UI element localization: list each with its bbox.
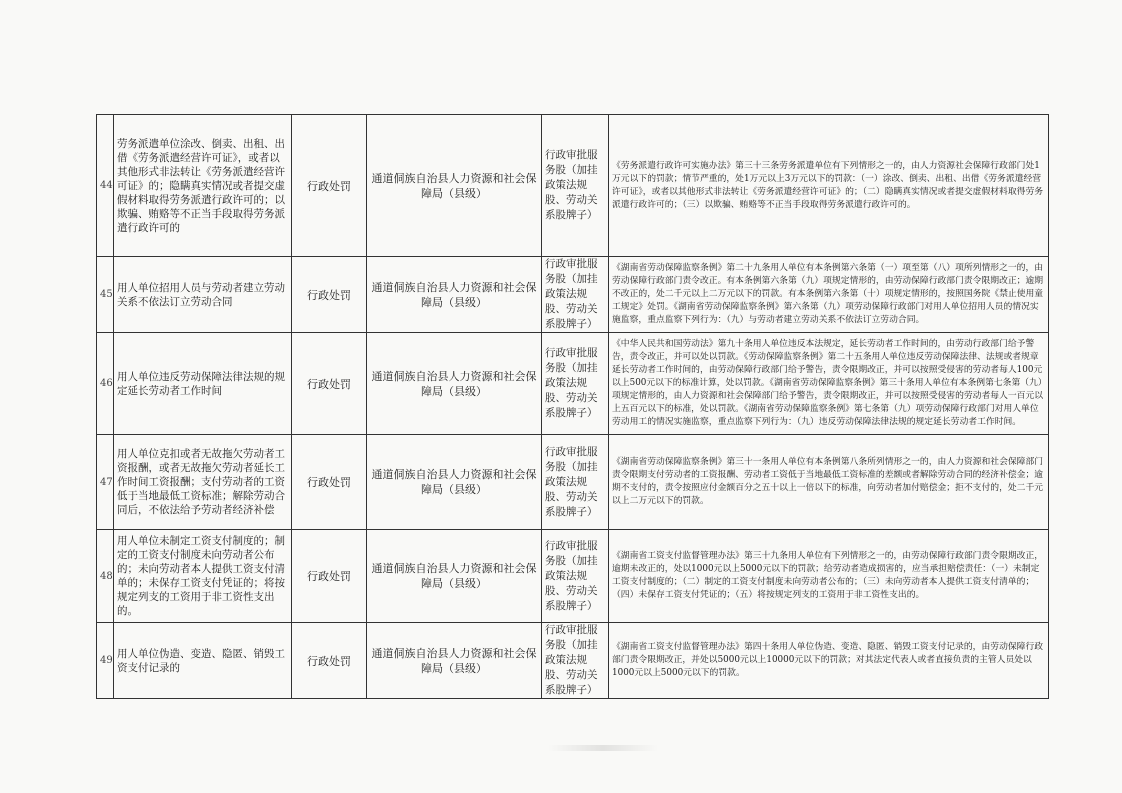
row-number: 49 [97, 623, 114, 699]
scan-artifact [548, 745, 658, 751]
responsible-office: 行政审批服务股（加挂政策法规股、劳动关系股牌子） [542, 115, 609, 257]
item-name: 用人单位克扣或者无故拖欠劳动者工资报酬，或者无故拖欠劳动者延长工作时间工资报酬；支付劳动者的工资低于当地最低工资标准；解除劳动合同后，不依法给予劳动者经济补偿 [114, 435, 292, 530]
responsible-office: 行政审批服务股（加挂政策法规股、劳动关系股牌子） [542, 257, 609, 333]
row-number: 46 [97, 333, 114, 435]
power-type: 行政处罚 [292, 435, 367, 530]
table-row [97, 530, 1049, 623]
item-name: 劳务派遣单位涂改、倒卖、出租、出借《劳务派遣经营许可证》，或者以其他形式非法转让《劳务派遣经营许可证》的；隐瞒真实情况或者提交虚假材料取得劳务派遣行政许可的；以欺骗、贿赂等不正当手段取得劳务派遣行政许可的 [114, 115, 292, 257]
implementing-agency: 通道侗族自治县人力资源和社会保障局（县级） [367, 435, 542, 530]
power-type: 行政处罚 [292, 530, 367, 623]
legal-basis: 《湖南省劳动保障监察条例》第二十九条用人单位有本条例第六条第（一）项至第（八）项所列情形之一的，由劳动保障行政部门责令改正。有本条例第六条第（九）项规定情形的，由劳动保障行政部门责令限期改正；逾期不改正的，处二千元以上二万元以下的罚款。有本条例第六条第（十）项规定情形的，按照国务院《禁止使用童工规定》处罚。《湖南省劳动保障监察条例》第六条第（九）项劳动保障行政部门对用人单位招用人员的情况实施监察，重点监察下列行为：（九）与劳动者建立劳动关系不依法订立劳动合同。 [609, 257, 1049, 333]
row-number: 45 [97, 257, 114, 333]
table-row [97, 115, 1049, 257]
responsible-office: 行政审批服务股（加挂政策法规股、劳动关系股牌子） [542, 623, 609, 699]
responsible-office: 行政审批服务股（加挂政策法规股、劳动关系股牌子） [542, 530, 609, 623]
legal-basis: 《湖南省工资支付监督管理办法》第四十条用人单位伪造、变造、隐匿、销毁工资支付记录的，由劳动保障行政部门责令限期改正，并处以5000元以上10000元以下的罚款；对其法定代表人或者直接负责的主管人员处以1000元以上5000元以下的罚款。 [609, 623, 1049, 699]
legal-basis: 《劳务派遣行政许可实施办法》第三十三条劳务派遣单位有下列情形之一的，由人力资源社会保障行政部门处1万元以下的罚款；情节严重的，处1万元以上3万元以下的罚款：（一）涂改、倒卖、出租、出借《劳务派遣经营许可证》，或者以其他形式非法转让《劳务派遣经营许可证》的；（二）隐瞒真实情况或者提交虚假材料取得劳务派遣行政许可的；（三）以欺骗、贿赂等不正当手段取得劳务派遣行政许可的。 [609, 115, 1049, 257]
item-name: 用人单位未制定工资支付制度的；制定的工资支付制度未向劳动者公布的；未向劳动者本人提供工资支付清单的；未保存工资支付凭证的；将按规定列支的工资用于非工资性支出的。 [114, 530, 292, 623]
table-row [97, 435, 1049, 530]
legal-basis: 《湖南省工资支付监督管理办法》第三十九条用人单位有下列情形之一的，由劳动保障行政部门责令限期改正，逾期未改正的，处以1000元以上5000元以下的罚款；给劳动者造成损害的，应当承担赔偿责任：（一）未制定工资支付制度的；（二）制定的工资支付制度未向劳动者公布的；（三）未向劳动者本人提供工资支付清单的；（四）未保存工资支付凭证的；（五）将按规定列支的工资用于非工资性支出的。 [609, 530, 1049, 623]
power-type: 行政处罚 [292, 115, 367, 257]
responsible-office: 行政审批服务股（加挂政策法规股、劳动关系股牌子） [542, 435, 609, 530]
item-name: 用人单位伪造、变造、隐匿、销毁工资支付记录的 [114, 623, 292, 699]
row-number: 48 [97, 530, 114, 623]
table-row [97, 333, 1049, 435]
row-number: 44 [97, 115, 114, 257]
row-number: 47 [97, 435, 114, 530]
item-name: 用人单位违反劳动保障法律法规的规定延长劳动者工作时间 [114, 333, 292, 435]
power-type: 行政处罚 [292, 333, 367, 435]
table-row [97, 257, 1049, 333]
power-list-table [96, 114, 1049, 699]
legal-basis: 《湖南省劳动保障监察条例》第三十一条用人单位有本条例第八条所列情形之一的，由人力资源和社会保障部门责令限期支付劳动者的工资报酬、劳动者工资低于当地最低工资标准的差额或者解除劳动合同的经济补偿金；逾期不支付的，责令按照应付金额百分之五十以上一倍以下的标准，向劳动者加付赔偿金；拒不支付的，处二千元以上二万元以下的罚款。 [609, 435, 1049, 530]
power-type: 行政处罚 [292, 623, 367, 699]
implementing-agency: 通道侗族自治县人力资源和社会保障局（县级） [367, 257, 542, 333]
implementing-agency: 通道侗族自治县人力资源和社会保障局（县级） [367, 623, 542, 699]
implementing-agency: 通道侗族自治县人力资源和社会保障局（县级） [367, 115, 542, 257]
table-row [97, 623, 1049, 699]
implementing-agency: 通道侗族自治县人力资源和社会保障局（县级） [367, 530, 542, 623]
legal-basis: 《中华人民共和国劳动法》第九十条用人单位违反本法规定，延长劳动者工作时间的，由劳动行政部门给予警告，责令改正，并可以处以罚款。《劳动保障监察条例》第二十五条用人单位违反劳动保障法律、法规或者规章延长劳动者工作时间的，由劳动保障行政部门给予警告，责令限期改正，并可以按照受侵害的劳动者每人100元以上500元以下的标准计算，处以罚款。《湖南省劳动保障监察条例》第三十条用人单位有本条例第七条第（九）项规定情形的，由人力资源和社会保障部门给予警告，责令限期改正，并可以按照受侵害的劳动者每人一百元以上五百元以下的标准，处以罚款。《湖南省劳动保障监察条例》第七条第（九）项劳动保障行政部门对用人单位劳动用工的情况实施监察，重点监察下列行为：（九）违反劳动保障法律法规的规定延长劳动者工作时间。 [609, 333, 1049, 435]
implementing-agency: 通道侗族自治县人力资源和社会保障局（县级） [367, 333, 542, 435]
item-name: 用人单位招用人员与劳动者建立劳动关系不依法订立劳动合同 [114, 257, 292, 333]
responsible-office: 行政审批服务股（加挂政策法规股、劳动关系股牌子） [542, 333, 609, 435]
power-type: 行政处罚 [292, 257, 367, 333]
